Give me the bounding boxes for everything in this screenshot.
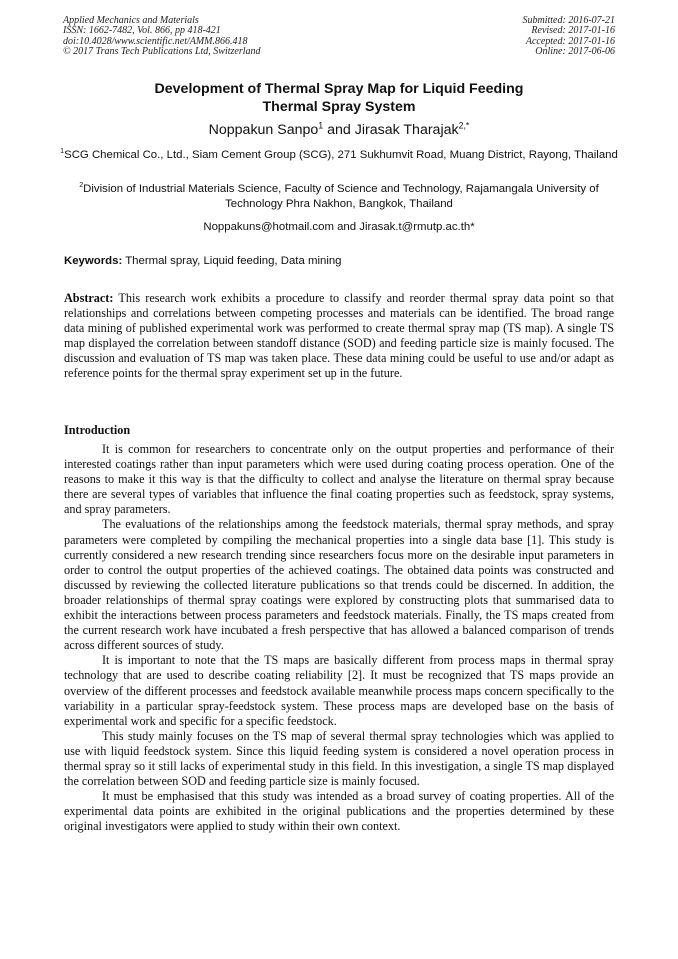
author-separator: and (323, 122, 355, 138)
author-2-affiliation-mark: 2,* (458, 120, 470, 131)
abstract (64, 291, 614, 382)
affiliation-2 (60, 182, 618, 212)
author-2: Jirasak Tharajak (354, 122, 459, 138)
paper-title (60, 80, 618, 116)
journal-info (63, 16, 261, 58)
affiliation-1-mark: 1 (60, 148, 65, 156)
affiliation-2-mark: 2 (79, 182, 84, 190)
author-1: Noppakun Sanpo (208, 122, 319, 138)
keywords-label: Keywords: (64, 255, 123, 267)
publication-dates (523, 16, 616, 58)
paragraph: It is common for researchers to concentrate only on the output properties and performance of their interested coatings rather than input parameters which were used during coating process operation. One of the reasons to make it this way is that the difficulty to collect and analyse the literature on thermal spray because there are several types of variables that influence the final coating properties such as feedstock, spray systems, and spray parameters. (64, 442, 614, 517)
paragraph: This study mainly focuses on the TS map of several thermal spray technologies which was applied to use with liquid feedstock system. Since this liquid feeding system is considered a novel operation process in thermal spray so it still lacks of experimental study in this field. In this investigation, a single TS map displayed the correlation between SOD and feeding particle size is mainly focused. (64, 728, 614, 789)
introduction-body (64, 442, 614, 834)
abstract-text: This research work exhibits a procedure to classify and reorder thermal spray data point so that relationships and correlations between competing processes and materials can be identified. The broad range data mining of published experimental work was performed to create thermal spray map (TS map). A single TS map displayed the correlation between standoff distance (SOD) and feeding particle size is mainly focused. The discussion and evaluation of TS map was taken place. These data mining could be useful to use and/or adapt as reference points for the thermal spray experiment set up in the future. (64, 291, 614, 381)
affiliation-1-text: SCG Chemical Co., Ltd., Siam Cement Group (SCG), 271 Sukhumvit Road, Muang District, Rayong, Thailand (64, 149, 618, 161)
keywords (64, 254, 342, 269)
paragraph: It is important to note that the TS maps are basically different from process maps in thermal spray technology that are used to describe coating reliability [2]. It must be recognized that TS maps provide an overview of the different processes and feedstock available meanwhile process maps concern specifically to the variability in a particular spray-feedstock system. These process maps are developed base on the basis of experimental work and specific for a specific feedstock. (64, 653, 614, 728)
affiliation-2-text: Division of Industrial Materials Science, Faculty of Science and Technology, Rajamangala University of Technology Phra Nakhon, Bangkok, Thailand (83, 183, 599, 210)
journal-name: Applied Mechanics and Materials (63, 15, 199, 26)
online-date: Online: 2017-06-06 (535, 46, 615, 58)
accepted-date: Accepted: 2017-01-16 (525, 35, 615, 47)
revised-date: Revised: 2017-01-16 (531, 25, 615, 37)
copyright-line: © 2017 Trans Tech Publications Ltd, Switzerland (63, 46, 261, 58)
paragraph: The evaluations of the relationships among the feedstock materials, thermal spray methods, and spray parameters were completed by compiling the mechanical properties into a single data base [1]. This study is currently considered a new research trending since researchers focus more on the desirable input parameters in order to control the output properties of the achieved coatings. The obtained data points was constructed and discussed by reviewing the collected literature publications so that trends could be discerned. In addition, the broader relationships of thermal spray coatings were explored by constructing plots that summarised data to exhibit the interactions between process parameters and feedstock materials. Finally, the TS maps created from the current research work have incubated a fresh perspective that has allowed a balanced comparison of trends across different sources of study. (64, 517, 614, 653)
paragraph: It must be emphasised that this study was intended as a broad survey of coating properties. All of the experimental data points are exhibited in the original publications and the properties determined by these original investigators were applied to study within their own context. (64, 789, 614, 834)
affiliation-1 (60, 148, 618, 163)
doi-link[interactable]: doi:10.4028/www.scientific.net/AMM.866.418 (63, 35, 248, 47)
title-line-2: Thermal Spray System (262, 99, 416, 115)
submitted-date: Submitted: 2016-07-21 (522, 15, 615, 26)
author-list (60, 121, 618, 139)
abstract-label: Abstract: (64, 291, 114, 305)
author-emails[interactable]: Noppakuns@hotmail.com and Jirasak.t@rmutp.ac.th* (203, 221, 475, 233)
introduction-heading: Introduction (64, 423, 131, 437)
keywords-text: Thermal spray, Liquid feeding, Data mining (122, 255, 342, 267)
issn-line: ISSN: 1662-7482, Vol. 866, pp 418-421 (63, 25, 221, 37)
author-1-affiliation-mark: 1 (318, 120, 324, 131)
title-line-1: Development of Thermal Spray Map for Liquid Feeding (154, 81, 524, 97)
